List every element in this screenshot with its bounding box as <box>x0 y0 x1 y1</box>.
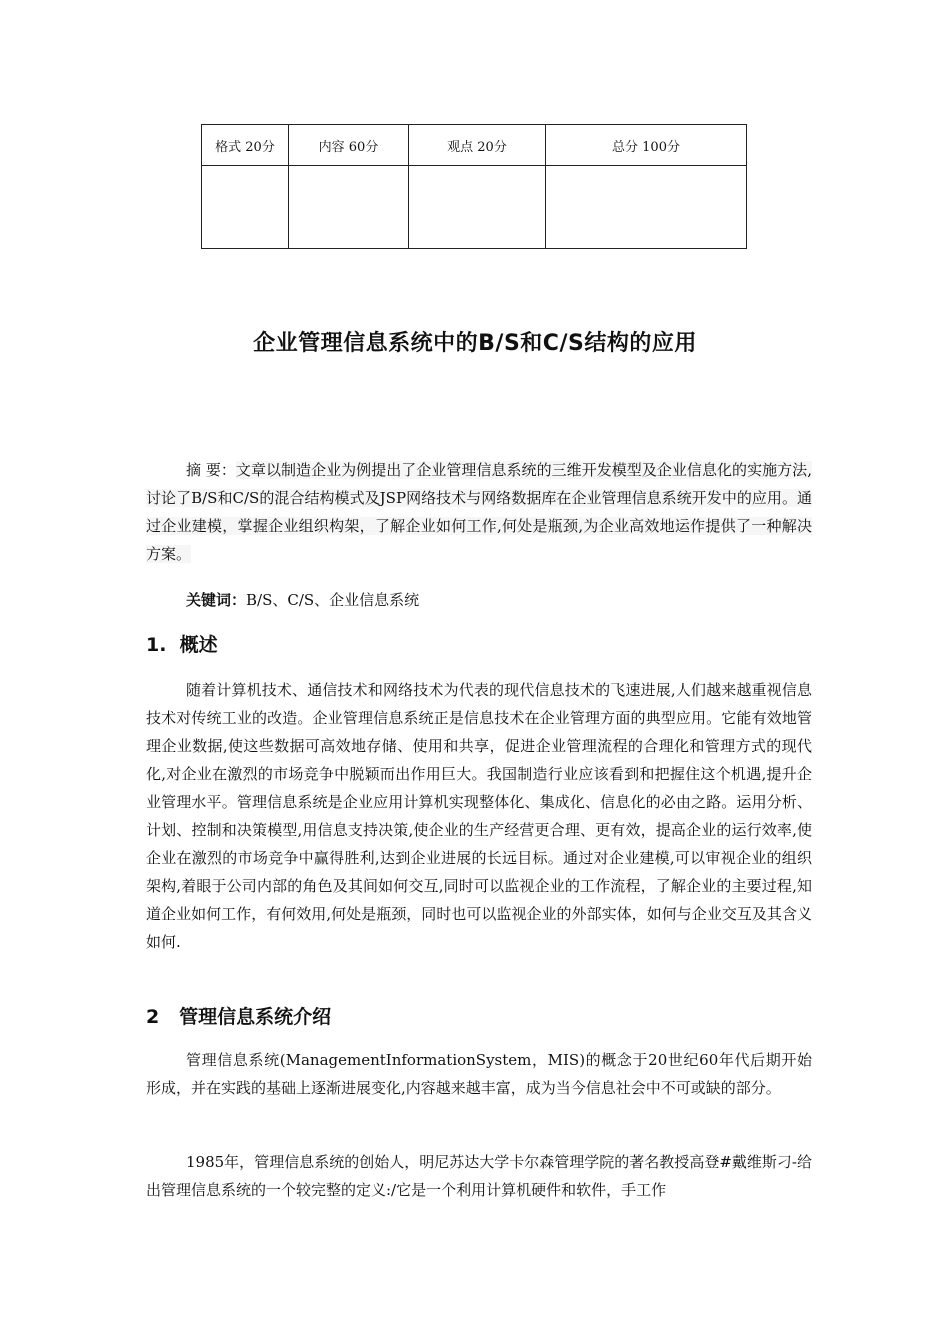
section-2-heading: 2 管理信息系统介绍 <box>146 1006 332 1028</box>
score-table-header-total: 总分 100分 <box>546 125 747 166</box>
score-cell-viewpoint[interactable] <box>409 166 546 249</box>
score-table-header-row <box>202 125 747 166</box>
keywords-label: 关键词： <box>186 591 247 609</box>
section-2-paragraph-1: 管理信息系统(ManagementInformationSystem，MIS)的概念于20世纪60年代后期开始形成，并在实践的基础上逐渐进展变化,内容越来越丰富，成为当今信息社会中不可或缺的部分。 <box>146 1051 812 1097</box>
abstract-label: 摘 要： <box>186 461 236 479</box>
score-cell-format[interactable] <box>202 166 289 249</box>
keywords-line <box>186 586 419 614</box>
keywords-text: B/S、C/S、企业信息系统 <box>246 591 420 609</box>
score-table-header-content: 内容 60分 <box>289 125 409 166</box>
section-2-paragraph-2: 1985年，管理信息系统的创始人，明尼苏达大学卡尔森管理学院的著名教授高登#戴维斯刁-给出管理信息系统的一个较完整的定义:/它是一个利用计算机硬件和软件，手工作 <box>146 1153 812 1199</box>
score-table-score-row <box>202 166 747 249</box>
section-1-heading: 1. 概述 <box>146 634 218 656</box>
score-cell-content[interactable] <box>289 166 409 249</box>
score-table-header-viewpoint: 观点 20分 <box>409 125 546 166</box>
score-table <box>201 124 747 249</box>
score-cell-total[interactable] <box>546 166 747 249</box>
abstract-text: 文章以制造企业为例提出了企业管理信息系统的三维开发模型及企业信息化的实施方法,讨论了B/S和C/S的混合结构模式及JSP网络技术与网络数据库在企业管理信息系统开发中的应用。通过企业建模，掌握企业组织构架，了解企业如何工作,何处是瓶颈,为企业高效地运作提供了一种解决方案。 <box>146 461 812 563</box>
abstract-paragraph <box>146 456 812 568</box>
document-title: 企业管理信息系统中的B/S和C/S结构的应用 <box>253 331 697 356</box>
section-1-paragraph: 随着计算机技术、通信技术和网络技术为代表的现代信息技术的飞速进展,人们越来越重视信息技术对传统工业的改造。企业管理信息系统正是信息技术在企业管理方面的典型应用。它能有效地管理企业数据,使这些数据可高效地存储、使用和共享，促进企业管理流程的合理化和管理方式的现代化,对企业在激烈的市场竞争中脱颖而出作用巨大。我国制造行业应该看到和把握住这个机遇,提升企业管理水平。管理信息系统是企业应用计算机实现整体化、集成化、信息化的必由之路。运用分析、计划、控制和决策模型,用信息支持决策,使企业的生产经营更合理、更有效，提高企业的运行效率,使企业在激烈的市场竞争中赢得胜利,达到企业进展的长远目标。通过对企业建模,可以审视企业的组织架构,着眼于公司内部的角色及其间如何交互,同时可以监视企业的工作流程，了解企业的主要过程,知道企业如何工作，有何效用,何处是瓶颈，同时也可以监视企业的外部实体，如何与企业交互及其含义如何. <box>146 681 812 951</box>
score-table-header-format: 格式 20分 <box>202 125 289 166</box>
